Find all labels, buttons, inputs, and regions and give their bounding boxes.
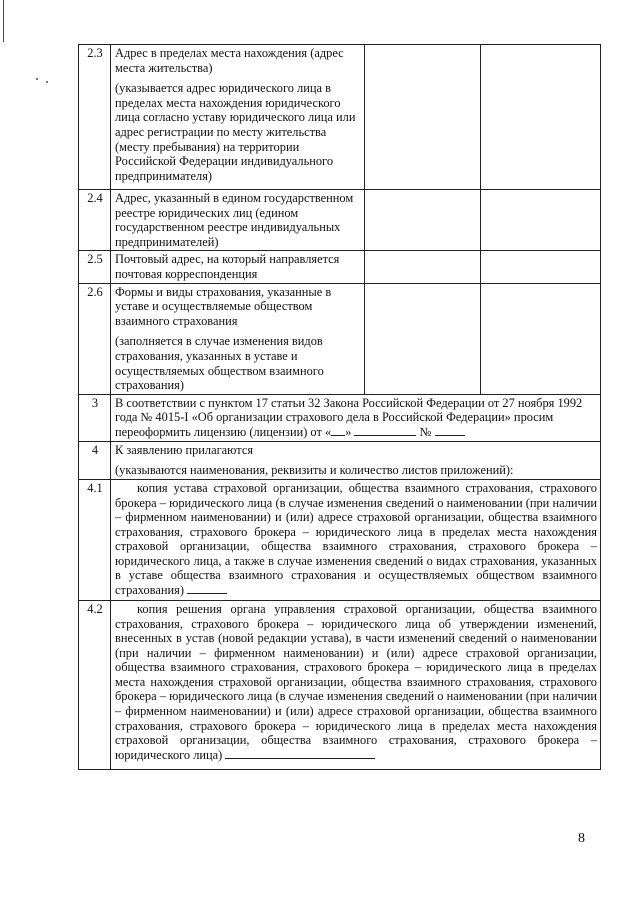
row-content bbox=[111, 283, 365, 394]
row-content bbox=[111, 441, 601, 479]
table-row bbox=[79, 441, 601, 479]
fill-blank[interactable] bbox=[187, 583, 227, 594]
row-note: (указывается адрес юридического лица в пределах места нахождения юридического лица согласно уставу юридического лица или адрес регистрации по месту жительства (месту пребывания) на территории Российской Федерации индивидуального предпринимателя) bbox=[115, 81, 356, 183]
row-number: 4 bbox=[79, 441, 111, 479]
table-row bbox=[79, 190, 601, 251]
page-number: 8 bbox=[578, 831, 585, 846]
quote-close: » bbox=[345, 424, 352, 439]
answer-cell[interactable] bbox=[365, 190, 481, 251]
row-label: В соответствии с пунктом 17 статьи 32 Закона Российской Федерации от 27 ноября 1992 года № 4015-I «Об организации страхового дела в Российской Федерации» просим переоформить лицензию (лицензии) от « bbox=[115, 395, 583, 439]
scan-speck bbox=[36, 78, 38, 80]
application-form-table bbox=[78, 44, 601, 770]
row-label: копия решения органа управления страховой организации, общества взаимного страхования, страхового брокера – юридического лица об утверждении изменений, внесенных в устав (новой редакции устава), в части изменений сведений о наименовании (при наличии – фирменном наименовании) и (или) адресе страховой организации, общества взаимного страхования, страхового брокера – юридического лица в пределах места нахождения страховой организации, общества взаимного страхования, страхового брокера – юридического лица (в случае изменения сведений о наименовании (при наличии – фирменном наименовании) и (или) адресе страховой организации, общества взаимного страхования, страхового брокера – юридического лица в пределах места нахождения страховой организации, общества взаимного страхования, страхового брокера – юридического лица) bbox=[115, 601, 597, 762]
license-day-blank[interactable] bbox=[331, 425, 345, 436]
row-number: 2.3 bbox=[79, 45, 111, 190]
table-row bbox=[79, 251, 601, 283]
answer-cell[interactable] bbox=[481, 283, 601, 394]
row-number: 2.4 bbox=[79, 190, 111, 251]
row-label: Почтовый адрес, на который направляется почтовая корреспонденция bbox=[115, 252, 340, 281]
row-content bbox=[111, 600, 601, 769]
number-sign: № bbox=[419, 424, 432, 439]
row-label: Формы и виды страхования, указанные в уставе и осуществляемые обществом взаимного страхования bbox=[115, 284, 332, 328]
row-label: К заявлению прилагаются bbox=[115, 442, 254, 457]
table-row bbox=[79, 479, 601, 600]
row-number: 2.5 bbox=[79, 251, 111, 283]
row-number: 4.1 bbox=[79, 479, 111, 600]
page-edge-line bbox=[3, 0, 4, 42]
row-content bbox=[111, 190, 365, 251]
table-row bbox=[79, 45, 601, 190]
row-note: (заполняется в случае изменения видов страхования, указанных в уставе и осуществляемых обществом взаимного страхования) bbox=[115, 334, 324, 393]
license-number-blank[interactable] bbox=[435, 425, 465, 436]
answer-cell[interactable] bbox=[481, 190, 601, 251]
row-number: 4.2 bbox=[79, 600, 111, 769]
row-content bbox=[111, 394, 601, 441]
license-date-blank[interactable] bbox=[354, 425, 416, 436]
row-content bbox=[111, 45, 365, 190]
row-content bbox=[111, 479, 601, 600]
answer-cell[interactable] bbox=[365, 283, 481, 394]
row-content bbox=[111, 251, 365, 283]
table-row bbox=[79, 394, 601, 441]
fill-blank[interactable] bbox=[225, 748, 375, 759]
answer-cell[interactable] bbox=[481, 45, 601, 190]
row-number: 2.6 bbox=[79, 283, 111, 394]
row-label: Адрес, указанный в едином государственном реестре юридических лиц (едином государственном реестре индивидуальных предпринимателей) bbox=[115, 191, 354, 249]
row-label: копия устава страховой организации, общества взаимного страхования, страхового брокера – юридического лица (в случае изменения сведений о наименовании (при наличии – фирменном наименовании) и (или) адресе страховой организации, общества взаимного страхования, страхового брокера – юридического лица в пределах места нахождения страховой организации, общества взаимного страхования, страхового брокера – юридического лица, а также в случае изменения сведений о видах страхования, указанных в уставе общества взаимного страхования и осуществляемых обществом взаимного страхования) bbox=[115, 480, 597, 598]
table-row bbox=[79, 283, 601, 394]
answer-cell[interactable] bbox=[365, 251, 481, 283]
table-row bbox=[79, 600, 601, 769]
answer-cell[interactable] bbox=[365, 45, 481, 190]
row-number: 3 bbox=[79, 394, 111, 441]
row-label: Адрес в пределах места нахождения (адрес места жительства) bbox=[115, 46, 344, 75]
answer-cell[interactable] bbox=[481, 251, 601, 283]
scan-speck bbox=[46, 81, 48, 83]
row-note: (указываются наименования, реквизиты и количество листов приложений): bbox=[115, 463, 514, 478]
